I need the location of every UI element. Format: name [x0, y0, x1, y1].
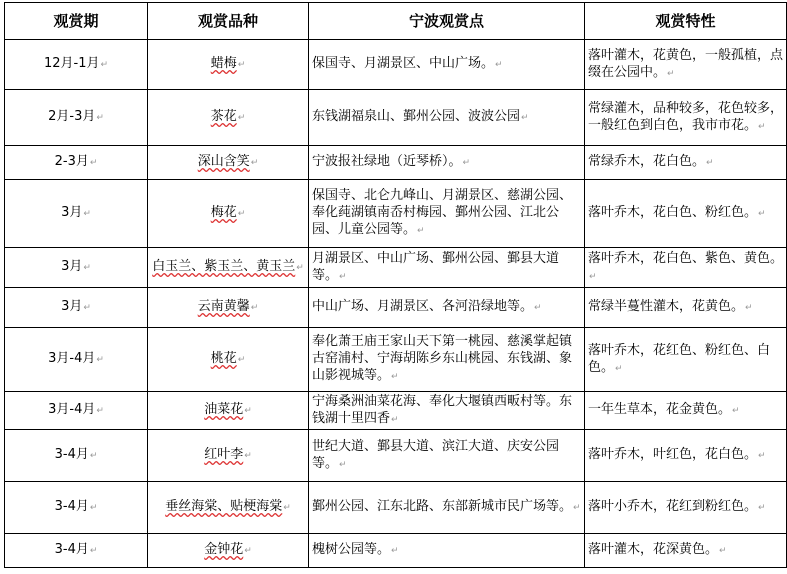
places-text: 宁波报社绿地（近琴桥）。 — [312, 154, 462, 169]
paragraph-mark-icon: ↵ — [719, 546, 727, 556]
cell-period — [5, 392, 148, 430]
paragraph-mark-icon: ↵ — [89, 158, 98, 168]
paragraph-mark-icon: ↵ — [521, 113, 529, 123]
cell-places — [309, 328, 585, 392]
paragraph-mark-icon: ↵ — [96, 406, 104, 416]
variety-text: 红叶李 — [204, 447, 244, 462]
places-text: 鄞州公园、江东北路、东部新城市民广场等。 — [312, 499, 573, 514]
variety-text: 蜡梅 — [210, 56, 237, 71]
table-row — [5, 328, 787, 392]
paragraph-mark-icon: ↵ — [758, 451, 766, 461]
cell-variety — [148, 180, 309, 248]
paragraph-mark-icon: ↵ — [283, 503, 291, 513]
cell-variety — [148, 40, 309, 90]
paragraph-mark-icon: ↵ — [462, 158, 471, 168]
places-text: 东钱湖福泉山、鄞州公园、波波公园 — [312, 109, 521, 124]
header-period: 观赏期 — [5, 3, 148, 40]
period-text: 3-4月 — [54, 499, 89, 514]
period-text: 3月 — [61, 299, 83, 314]
places-text: 月湖景区、中山广场、鄞州公园、鄞县大道等。 — [312, 250, 560, 283]
paragraph-mark-icon: ↵ — [758, 503, 766, 513]
cell-variety — [148, 90, 309, 146]
period-text: 2月-3月 — [48, 109, 96, 124]
paragraph-mark-icon: ↵ — [391, 414, 399, 425]
period-text: 3月 — [61, 259, 83, 274]
paragraph-mark-icon: ↵ — [83, 263, 91, 273]
paragraph-mark-icon: ↵ — [89, 451, 98, 461]
table-row — [5, 392, 787, 430]
feature-text: 落叶灌木，花深黄色。 — [588, 542, 719, 557]
variety-text: 金钟花 — [204, 542, 244, 557]
cell-period — [5, 248, 148, 288]
cell-feature — [585, 482, 787, 534]
feature-text: 落叶乔木，花红色、粉红色、白色。 — [588, 342, 771, 375]
paragraph-mark-icon: ↵ — [745, 303, 753, 313]
table-row — [5, 534, 787, 568]
period-text: 3月-4月 — [48, 351, 96, 366]
places-text: 宁海桑洲油菜花海、奉化大堰镇西畈村等。东钱湖十里四香 — [312, 393, 573, 426]
paragraph-mark-icon: ↵ — [296, 263, 304, 273]
paragraph-mark-icon: ↵ — [250, 303, 259, 313]
period-text: 12月-1月 — [43, 56, 100, 71]
variety-text: 茶花 — [210, 109, 237, 124]
places-text: 槐树公园等。 — [312, 542, 391, 557]
paragraph-mark-icon: ↵ — [706, 158, 714, 168]
feature-text: 常绿灌木，品种较多，花色较多，一般红色到白色，我市市花。 — [588, 100, 784, 133]
table-row — [5, 482, 787, 534]
variety-text: 垂丝海棠、贴梗海棠 — [165, 499, 283, 514]
feature-text: 落叶乔木，花白色、紫色、黄色。 — [588, 250, 784, 266]
cell-feature — [585, 248, 787, 288]
paragraph-mark-icon: ↵ — [237, 355, 246, 365]
header-feature: 观赏特性 — [585, 3, 787, 40]
places-text: 奉化萧王庙王家山天下第一桃园、慈溪掌起镇古窑浦村、宁海胡陈乡东山桃园、东钱湖、象山影视城等。 — [312, 334, 573, 383]
variety-text: 桃花 — [210, 351, 237, 366]
paragraph-mark-icon: ↵ — [237, 60, 246, 70]
cell-period — [5, 328, 148, 392]
period-text: 3-4月 — [54, 447, 89, 462]
paragraph-mark-icon: ↵ — [534, 303, 542, 313]
cell-places — [309, 248, 585, 288]
paragraph-mark-icon: ↵ — [89, 546, 98, 556]
cell-variety — [148, 146, 309, 180]
paragraph-mark-icon: ↵ — [250, 158, 259, 168]
places-text: 保国寺、北仑九峰山、月湖景区、慈湖公园、奉化莼湖镇南岙村梅园、鄞州公园、江北公园、儿童公园等。 — [312, 188, 573, 237]
cell-period — [5, 288, 148, 328]
cell-period — [5, 40, 148, 90]
flower-viewing-table — [4, 2, 787, 568]
feature-text: 一年生草本，花金黄色。 — [588, 402, 732, 417]
variety-text: 油菜花 — [204, 402, 244, 417]
table-row — [5, 90, 787, 146]
cell-places — [309, 392, 585, 430]
paragraph-mark-icon: ↵ — [89, 503, 98, 513]
cell-feature — [585, 90, 787, 146]
table-row — [5, 180, 787, 248]
cell-variety — [148, 288, 309, 328]
paragraph-mark-icon: ↵ — [83, 303, 91, 313]
cell-period — [5, 482, 148, 534]
period-text: 2-3月 — [54, 154, 89, 169]
cell-places — [309, 482, 585, 534]
paragraph-mark-icon: ↵ — [573, 503, 581, 513]
cell-period — [5, 534, 148, 568]
paragraph-mark-icon: ↵ — [244, 546, 252, 556]
cell-feature — [585, 328, 787, 392]
cell-variety — [148, 430, 309, 482]
paragraph-mark-icon: ↵ — [237, 113, 246, 123]
paragraph-mark-icon: ↵ — [732, 406, 740, 416]
table-row — [5, 430, 787, 482]
paragraph-mark-icon: ↵ — [495, 60, 503, 70]
header-places: 宁波观赏点 — [309, 3, 585, 40]
cell-feature — [585, 392, 787, 430]
table-row — [5, 40, 787, 90]
paragraph-mark-icon: ↵ — [96, 113, 104, 123]
cell-period — [5, 430, 148, 482]
cell-feature — [585, 534, 787, 568]
variety-text: 梅花 — [210, 205, 237, 220]
paragraph-mark-icon: ↵ — [391, 372, 399, 382]
period-text: 3-4月 — [54, 542, 89, 557]
cell-places — [309, 40, 585, 90]
cell-places — [309, 180, 585, 248]
cell-feature — [585, 288, 787, 328]
paragraph-mark-icon: ↵ — [100, 60, 109, 70]
places-text: 保国寺、月湖景区、中山广场。 — [312, 56, 495, 71]
feature-text: 落叶小乔木，花红到粉红色。 — [588, 499, 758, 514]
feature-text: 落叶乔木，叶红色，花白色。 — [588, 447, 758, 462]
cell-places — [309, 146, 585, 180]
cell-period — [5, 180, 148, 248]
cell-variety — [148, 248, 309, 288]
cell-places — [309, 90, 585, 146]
cell-feature — [585, 40, 787, 90]
feature-text: 落叶乔木，花白色、粉红色。 — [588, 205, 758, 220]
cell-variety — [148, 392, 309, 430]
period-text: 3月 — [61, 205, 83, 220]
period-text: 3月-4月 — [48, 402, 96, 417]
feature-text: 常绿乔木，花白色。 — [588, 154, 706, 169]
cell-variety — [148, 328, 309, 392]
paragraph-mark-icon: ↵ — [339, 459, 347, 470]
places-text: 世纪大道、鄞县大道、滨江大道、庆安公园等。 — [312, 438, 560, 471]
paragraph-mark-icon: ↵ — [244, 406, 252, 416]
feature-text: 常绿半蔓性灌木，花黄色。 — [588, 299, 745, 314]
paragraph-mark-icon: ↵ — [237, 209, 246, 219]
cell-places — [309, 288, 585, 328]
paragraph-mark-icon: ↵ — [758, 209, 766, 219]
variety-text: 深山含笑 — [197, 154, 250, 169]
cell-places — [309, 430, 585, 482]
cell-places — [309, 534, 585, 568]
variety-text: 白玉兰、紫玉兰、黄玉兰 — [152, 259, 296, 274]
paragraph-mark-icon: ↵ — [83, 209, 91, 219]
cell-period — [5, 90, 148, 146]
paragraph-mark-icon: ↵ — [339, 271, 347, 282]
paragraph-mark-icon: ↵ — [417, 226, 425, 236]
variety-text: 云南黄馨 — [197, 299, 250, 314]
paragraph-mark-icon: ↵ — [589, 271, 597, 282]
table-row — [5, 248, 787, 288]
feature-text: 落叶灌木，花黄色，一般孤植，点缀在公园中。 — [588, 47, 784, 80]
paragraph-mark-icon: ↵ — [615, 363, 623, 374]
paragraph-mark-icon: ↵ — [758, 121, 766, 132]
cell-feature — [585, 180, 787, 248]
paragraph-mark-icon: ↵ — [96, 355, 104, 365]
header-variety: 观赏品种 — [148, 3, 309, 40]
table-row — [5, 288, 787, 328]
cell-feature — [585, 146, 787, 180]
paragraph-mark-icon: ↵ — [391, 546, 399, 556]
cell-period — [5, 146, 148, 180]
table-row — [5, 146, 787, 180]
paragraph-mark-icon: ↵ — [244, 451, 252, 461]
header-row — [5, 3, 787, 40]
paragraph-mark-icon: ↵ — [667, 68, 675, 79]
cell-variety — [148, 482, 309, 534]
cell-variety — [148, 534, 309, 568]
places-text: 中山广场、月湖景区、各河沿绿地等。 — [312, 299, 534, 314]
cell-feature — [585, 430, 787, 482]
